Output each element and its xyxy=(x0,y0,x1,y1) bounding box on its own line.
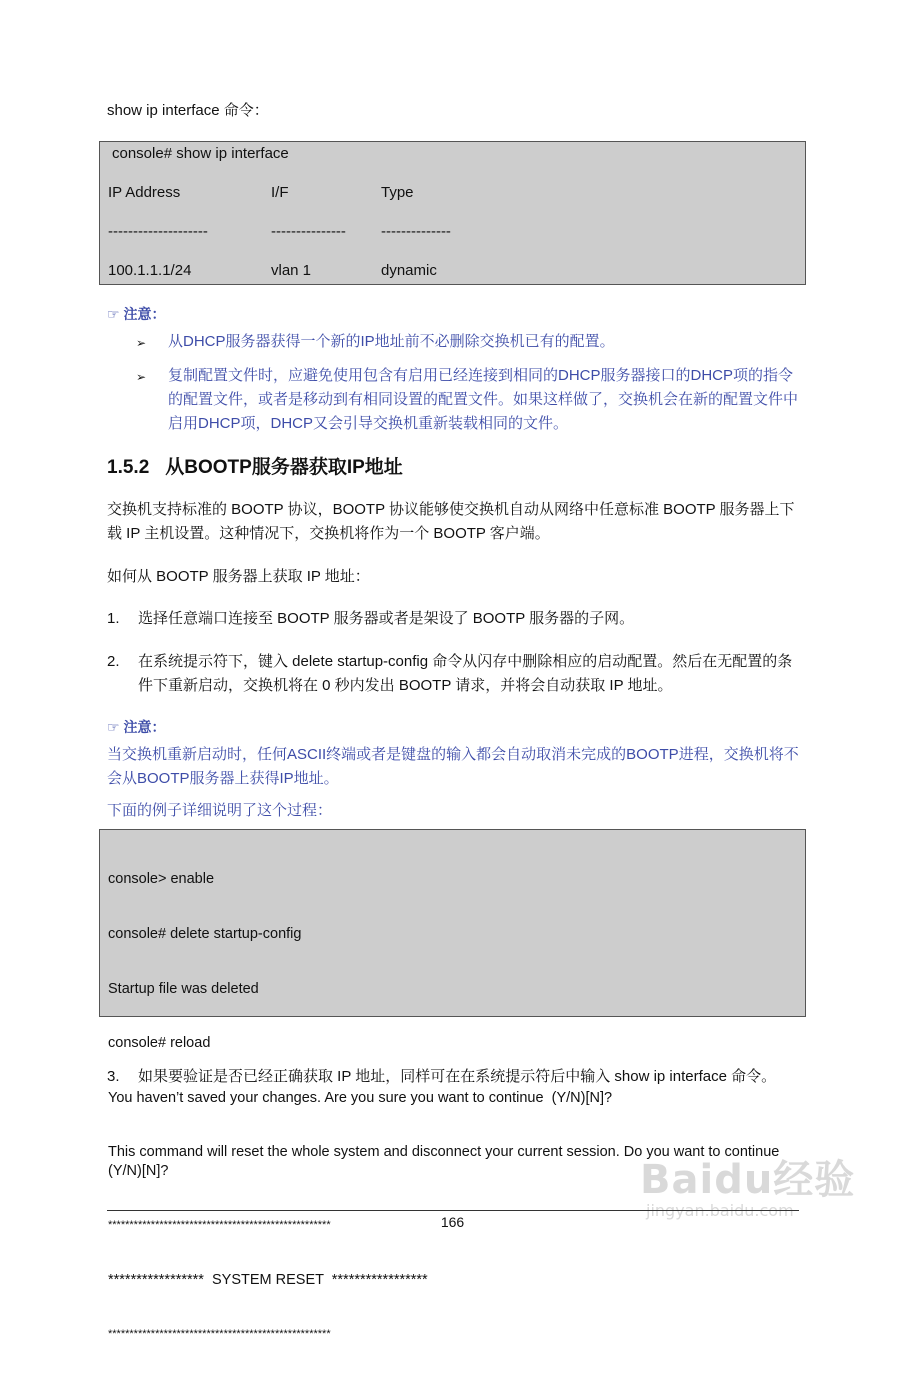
box2-code xyxy=(108,834,802,1380)
step-2-number: 2. xyxy=(107,653,120,670)
box1-command: console# show ip interface xyxy=(112,145,289,162)
code-line: ***************** SYSTEM RESET ***************** xyxy=(108,1271,428,1288)
box1-dash-type: -------------- xyxy=(381,223,451,240)
code-line: **************************************************** xyxy=(108,1219,331,1232)
step-3-number: 3. xyxy=(107,1068,120,1085)
step-2-text: 在系统提示符下，键入 delete startup-config 命令从闪存中删除相应的启动配置。然后在无配置的条件下重新启动，交换机将在 0 秒内发出 BOOTP 请求，并将会自动获取 IP 地址。 xyxy=(138,653,793,694)
box1-header-type: Type xyxy=(381,184,414,201)
code-line: console> enable xyxy=(108,871,215,888)
note1-header xyxy=(107,304,165,324)
paragraph-1: 交换机支持标准的 BOOTP 协议，BOOTP 协议能够使交换机自动从网络中任意标准 BOOTP 服务器上下载 IP 主机设置。这种情况下，交换机将作为一个 BOOTP 客户端。 xyxy=(107,501,795,542)
page-number: 166 xyxy=(440,1214,465,1230)
step-1-text: 选择任意端口连接至 BOOTP 服务器或者是架设了 BOOTP 服务器的子网。 xyxy=(138,610,635,627)
code-line: console# reload xyxy=(108,1035,211,1052)
box1-row-if: vlan 1 xyxy=(271,262,312,279)
step-1-number: 1. xyxy=(107,610,120,627)
box1-row-type: dynamic xyxy=(381,262,437,279)
box1-row-ip: 100.1.1.1/24 xyxy=(108,262,192,279)
code-line: console# delete startup-config xyxy=(108,926,302,943)
arrow-bullet-icon: ➢ xyxy=(136,336,147,350)
section-number: 1.5.2 xyxy=(107,457,150,478)
code-line: This command will reset the whole system and disconnect your current session. Do you want to continue (Y/N)[N]? xyxy=(108,1144,784,1179)
section-title: 从BOOTP服务器获取IP地址 xyxy=(165,457,403,478)
note2-title: 注意： xyxy=(123,719,166,735)
command-output-box-1 xyxy=(99,141,806,285)
note1-title: 注意： xyxy=(123,306,166,322)
code-line: You haven’t saved your changes. Are you sure you want to continue (Y/N)[N]? xyxy=(108,1089,613,1106)
footer-divider xyxy=(107,1210,799,1211)
paragraph-2: 如何从 BOOTP 服务器上获取 IP 地址： xyxy=(107,568,370,585)
note1-item-1: 从DHCP服务器获得一个新的IP地址前不必删除交换机已有的配置。 xyxy=(168,333,615,350)
step-3-text: 如果要验证是否已经正确获取 IP 地址，同样可在在系统提示符后中输入 show ip interface 命令。 xyxy=(138,1068,777,1085)
intro-line: show ip interface 命令： xyxy=(107,102,269,119)
box1-header-ip: IP Address xyxy=(108,184,181,201)
baidu-watermark xyxy=(640,1148,860,1248)
code-line: **************************************************** xyxy=(108,1328,331,1341)
note2-header xyxy=(107,717,165,737)
arrow-bullet-icon: ➢ xyxy=(136,370,147,384)
box1-dash-if: --------------- xyxy=(271,223,346,240)
pointing-hand-icon: ☞ xyxy=(107,719,120,735)
note1-item-2: 复制配置文件时，应避免使用包含有启用已经连接到相同的DHCP服务器接口的DHCP项的指令的配置文件，或者是移动到有相同设置的配置文件。如果这样做了，交换机会在新的配置文件中启用DHCP项，DHCP又会引导交换机重新装载相同的文件。 xyxy=(168,367,799,432)
example-intro: 下面的例子详细说明了这个过程： xyxy=(107,802,333,819)
box1-dash-ip: -------------------- xyxy=(108,223,208,240)
pointing-hand-icon: ☞ xyxy=(107,306,120,322)
code-line: Startup file was deleted xyxy=(108,980,259,997)
watermark-url: jingyan.baidu.com xyxy=(646,1201,794,1220)
section-heading xyxy=(107,452,403,479)
note2-text: 当交换机重新启动时，任何ASCII终端或者是键盘的输入都会自动取消未完成的BOOTP进程，交换机将不会从BOOTP服务器上获得IP地址。 xyxy=(107,746,799,787)
baidu-logo: Baidu经验 xyxy=(640,1157,856,1203)
box1-header-if: I/F xyxy=(271,184,289,201)
